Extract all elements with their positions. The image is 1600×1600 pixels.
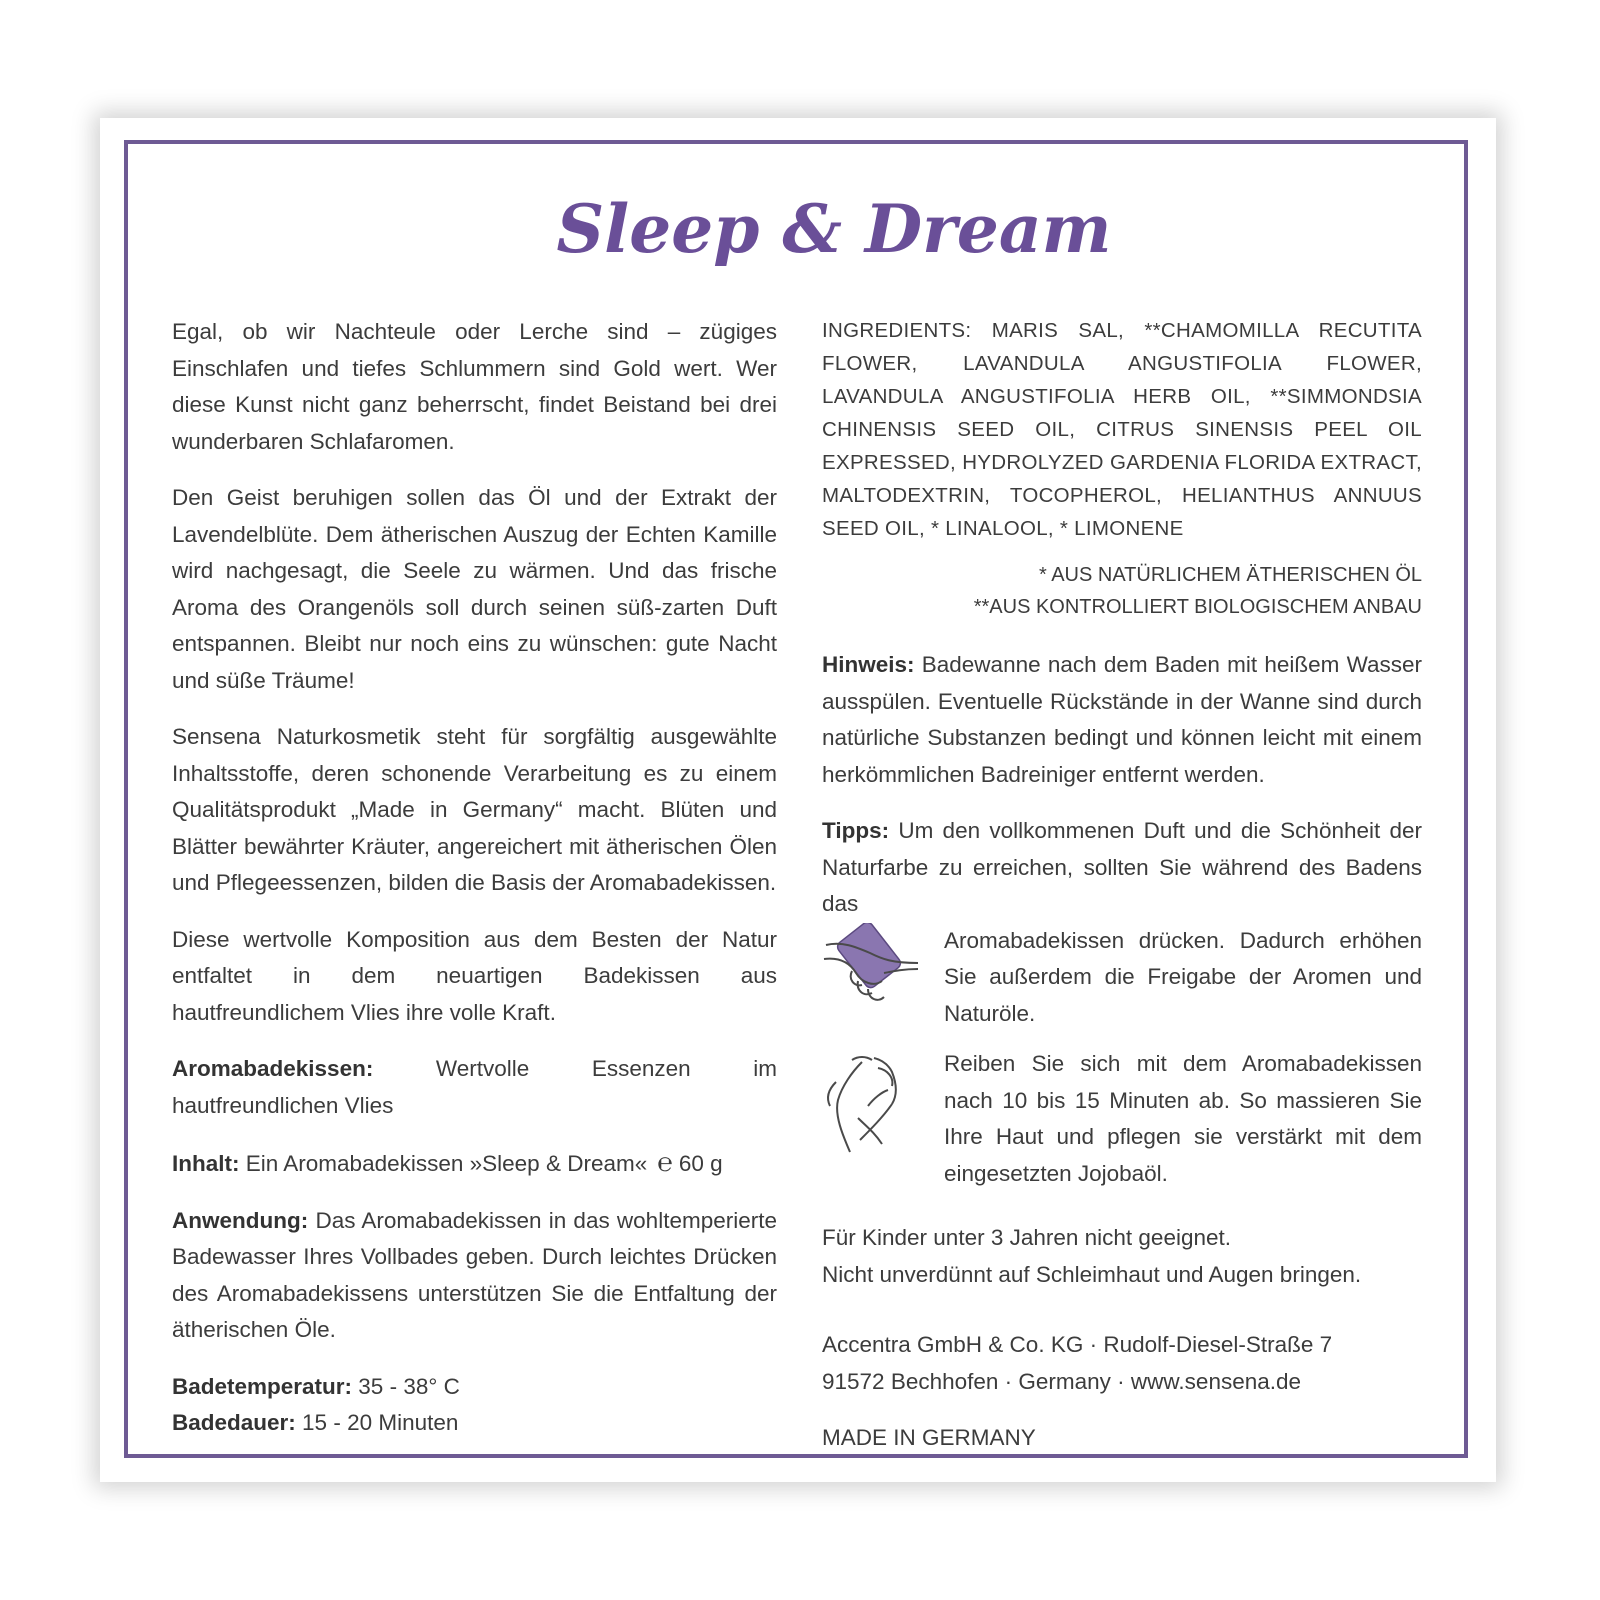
tip-squeeze-text: Aromabadekissen drücken. Dadurch erhöhen Sie außerdem die Freigabe der Aromen und Naturöle. xyxy=(944,927,1422,1026)
tip-rub xyxy=(822,1046,1422,1192)
inhalt-label: Inhalt: xyxy=(172,1151,240,1176)
description-paragraph: Den Geist beruhigen sollen das Öl und der Extrakt der Lavendelblüte. Dem ätherischen Auszug der Echten Kamille wird nachgesagt, die Seele zu wärmen. Und das frische Aroma des Orangenöls soll durch seinen süß-zarten Duft entspannen. Bleibt nur noch eins zu wünschen: gute Nacht und süße Träume! xyxy=(172,485,777,693)
inhalt-paragraph xyxy=(172,1144,777,1183)
warning-age: Für Kinder unter 3 Jahren nicht geeignet. xyxy=(822,1225,1231,1250)
hinweis-text: Badewanne nach dem Baden mit heißem Wasser ausspülen. Eventuelle Rückstände in der Wanne sind durch natürliche Substanzen bedingt und können leicht mit einem herkömmlichen Badreiniger entfernt werden. xyxy=(822,652,1422,787)
aroma-paragraph xyxy=(172,1051,777,1124)
made-in-germany: MADE IN GERMANY xyxy=(822,1425,1036,1450)
tip-squeeze xyxy=(822,923,1422,1033)
brand-paragraph: Sensena Naturkosmetik steht für sorgfältig ausgewählte Inhaltsstoffe, deren schonende Verarbeitung es zu einem Qualitätsprodukt „Made in Germany“ macht. Blüten und Blätter bewährter Kräuter, angereichert mit ätherischen Ölen und Pflegeessenzen, bilden die Basis der Aromabadekissen. xyxy=(172,724,777,895)
hand-squeeze-icon xyxy=(822,923,922,1005)
temp-label: Badetemperatur: xyxy=(172,1373,353,1399)
hinweis-label: Hinweis: xyxy=(822,652,915,677)
footnotes xyxy=(822,559,1422,623)
warning-mucosa: Nicht unverdünnt auf Schleimhaut und Augen bringen. xyxy=(822,1261,1362,1287)
dauer-line xyxy=(172,1405,777,1442)
dauer-label: Badedauer: xyxy=(172,1410,296,1435)
tipps-label: Tipps: xyxy=(822,818,890,843)
anwendung-paragraph xyxy=(172,1203,777,1349)
tipps-text: Um den vollkommenen Duft und die Schönheit der Naturfarbe zu erreichen, sollten Sie während des Badens das xyxy=(822,818,1422,916)
product-title: Sleep & Dream xyxy=(556,190,1112,268)
left-column xyxy=(172,314,777,1462)
hinweis-paragraph xyxy=(822,647,1422,793)
footnote-essential-oil: * AUS NATÜRLICHEM ÄTHERISCHEN ÖL xyxy=(1038,564,1422,586)
right-column xyxy=(822,314,1422,1457)
address-line-2: 91572 Bechhofen · Germany · www.sensena.de xyxy=(822,1368,1302,1394)
intro-paragraph: Egal, ob wir Nachteule oder Lerche sind – zügiges Einschlafen und tiefes Schlummern sind Gold wert. Wer diese Kunst nicht ganz beherrscht, findet Beistand bei drei wunderbaren Schlafaromen. xyxy=(172,319,777,454)
dauer-text: 15 - 20 Minuten xyxy=(295,1410,459,1435)
aroma-text: Wertvolle Essenzen im hautfreundlichen Vlies xyxy=(172,1056,777,1118)
anwendung-text: Das Aromabadekissen in das wohltemperierte Badewasser Ihres Vollbades geben. Durch leichtes Drücken des Aromabadekissens unterstützen Sie die Entfaltung der ätherischen Öle. xyxy=(172,1207,777,1342)
composition-paragraph: Diese wertvolle Komposition aus dem Besten der Natur entfaltet in dem neuartigen Badekissen aus hautfreundlichem Vlies ihre volle Kraft. xyxy=(172,926,777,1025)
footnote-organic: **AUS KONTROLLIERT BIOLOGISCHEM ANBAU xyxy=(973,596,1422,618)
ingredients-list: INGREDIENTS: MARIS SAL, **CHAMOMILLA RECUTITA FLOWER, LAVANDULA ANGUSTIFOLIA FLOWER, LAVANDULA ANGUSTIFOLIA HERB OIL, **SIMMONDSIA CHINENSIS SEED OIL, CITRUS SINENSIS PEEL OIL EXPRESSED, HYDROLYZED GARDENIA FLORIDA EXTRACT, MALTODEXTRIN, TOCOPHEROL, HELIANTHUS ANNUUS SEED OIL, * LINALOOL, * LIMONENE xyxy=(822,319,1422,540)
temp-text: 35 - 38° C xyxy=(352,1373,460,1399)
inhalt-weight: 60 g xyxy=(678,1151,723,1176)
aroma-label: Aromabadekissen: xyxy=(172,1056,374,1081)
anwendung-label: Anwendung: xyxy=(172,1207,309,1233)
tip-rub-text: Reiben Sie sich mit dem Aromabadekissen nach 10 bis 15 Minuten ab. So massieren Sie Ihre Haut und pflegen sie verstärkt mit dem eingesetzten Jojobaöl. xyxy=(944,1051,1422,1186)
tipps-paragraph xyxy=(822,813,1422,923)
body-rub-icon xyxy=(822,1046,922,1156)
estimated-sign-icon: ℮ xyxy=(657,1147,673,1177)
address-line-1: Accentra GmbH & Co. KG · Rudolf-Diesel-Straße 7 xyxy=(822,1332,1333,1357)
temp-line xyxy=(172,1369,777,1406)
inhalt-text: Ein Aromabadekissen »Sleep & Dream« xyxy=(239,1151,648,1176)
